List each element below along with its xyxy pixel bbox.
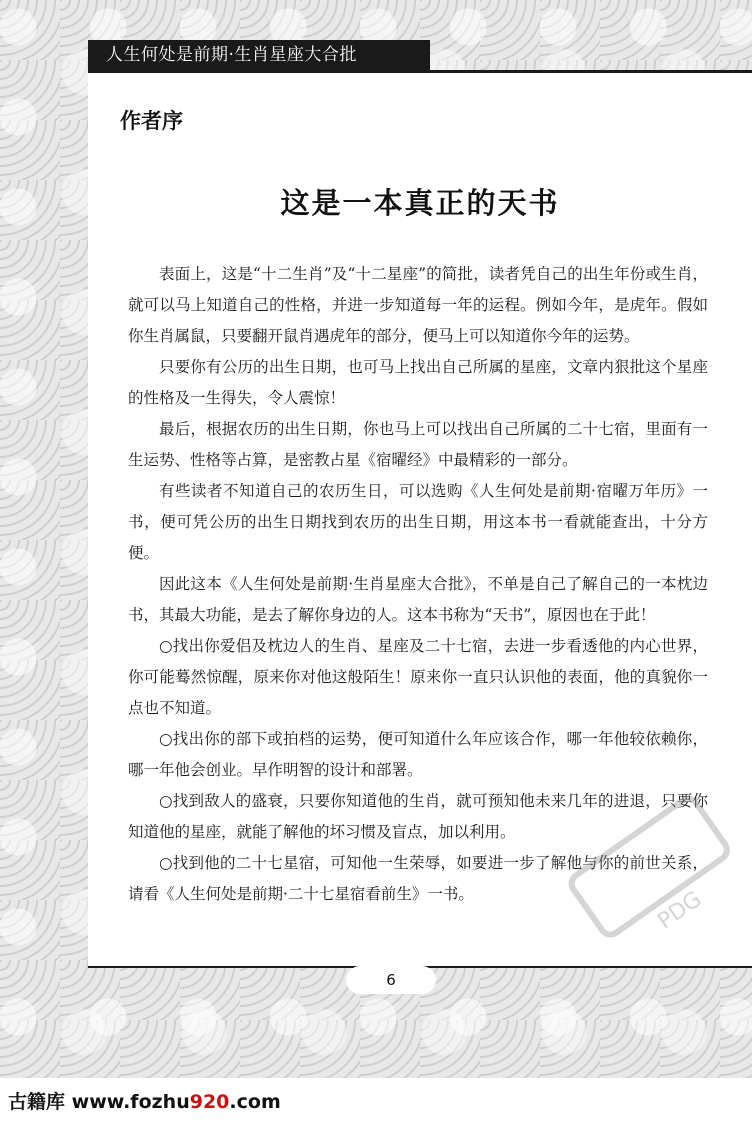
content-panel xyxy=(88,73,752,966)
paragraph: 表面上，这是“十二生肖”及“十二星座”的简批，读者凭自己的出生年份或生肖，就可以马上知道自己的性格，并进一步知道每一年的运程。例如今年，是虎年。假如你生肖属鼠，只要翻开鼠肖遇虎年的部分，便马上可以知道你今年的运势。 xyxy=(128,265,708,345)
paragraph: ○找到他的二十七星宿，可知他一生荣辱，如要进一步了解他与你的前世关系，请看《人生何处是前期·二十七星宿看前生》一书。 xyxy=(128,854,708,903)
paragraph: 因此这本《人生何处是前期·生肖星座大合批》，不单是自己了解自己的一本枕边书，其最大功能，是去了解你身边的人。这本书称为“天书”，原因也在于此！ xyxy=(128,575,708,624)
article-body xyxy=(128,259,708,910)
watermark-text: PDG xyxy=(653,886,707,935)
site-url-part1: www.fozhu xyxy=(71,1091,190,1113)
site-url-part3: .com xyxy=(229,1091,281,1113)
paragraph: ○找出你爱侣及枕边人的生肖、星座及二十七宿，去进一步看透他的内心世界，你可能蓦然惊醒，原来你对他这般陌生！原来你一直只认识他的表面，他的真貌你一点也不知道。 xyxy=(128,637,708,717)
paragraph: 最后，根据农历的出生日期，你也马上可以找出自己所属的二十七宿，里面有一生运势、性格等占算，是密教占星《宿曜经》中最精彩的一部分。 xyxy=(128,420,708,469)
site-name: 古籍库 xyxy=(8,1091,66,1113)
section-label: 作者序 xyxy=(120,109,183,133)
article-title: 这是一本真正的天书 xyxy=(280,186,560,220)
page-number: 6 xyxy=(346,966,436,994)
paragraph: ○找到敌人的盛衰，只要你知道他的生肖，就可预知他未来几年的进退，只要你知道他的星座，就能了解他的坏习惯及盲点，加以利用。 xyxy=(128,792,708,841)
running-header-title: 人生何处是前期·生肖星座大合批 xyxy=(106,45,357,65)
paragraph: 只要你有公历的出生日期，也可马上找出自己所属的星座，文章内狠批这个星座的性格及一生得失，令人震惊！ xyxy=(128,358,708,407)
paragraph: ○找出你的部下或拍档的运势，便可知道什么年应该合作，哪一年他较依赖你，哪一年他会创业。早作明智的设计和部署。 xyxy=(128,730,708,779)
site-footer-link[interactable] xyxy=(8,1087,281,1114)
site-url-part2: 920 xyxy=(189,1091,230,1113)
running-header xyxy=(88,40,430,70)
paragraph: 有些读者不知道自己的农历生日，可以选购《人生何处是前期·宿曜万年历》一书，便可凭公历的出生日期找到农历的出生日期，用这本书一看就能查出，十分方便。 xyxy=(128,482,708,562)
